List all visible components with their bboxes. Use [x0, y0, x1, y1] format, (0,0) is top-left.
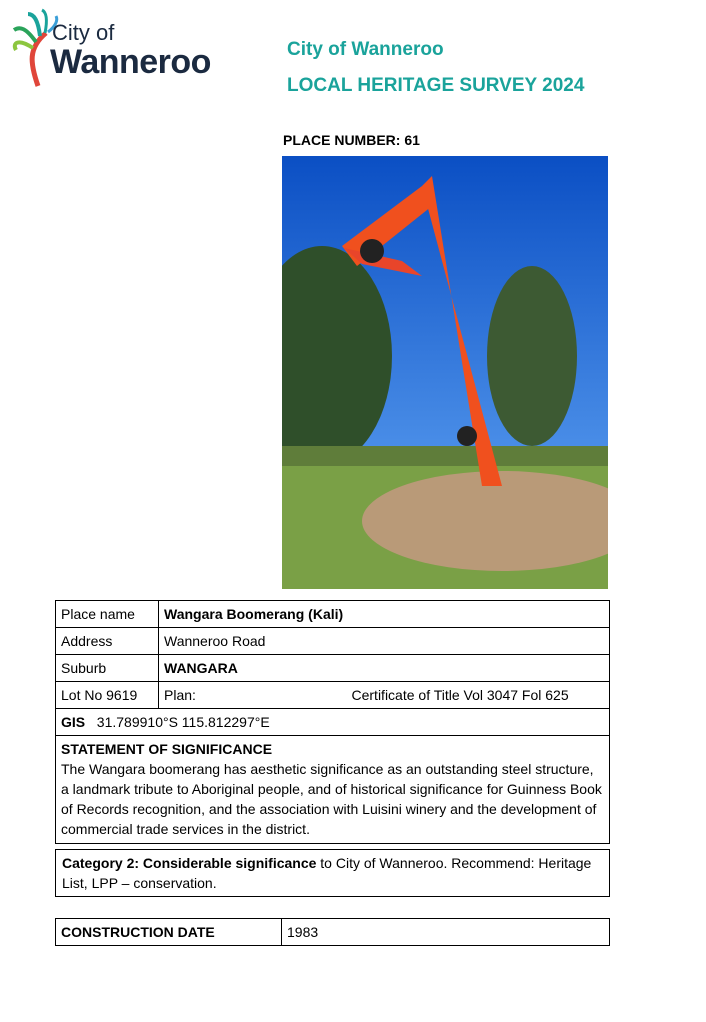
significance-text: The Wangara boomerang has aesthetic significance as an outstanding steel structure, a landmark tribute to Aboriginal people, and of historical significance for Guinness Book of Records recognition, and the association with Luisini winery and the development of commercial trade services in the district.: [61, 761, 602, 837]
place-name: Wangara Boomerang (Kali): [159, 601, 610, 628]
category-text: to City of Wanneroo. Recommend: Heritage List, LPP – conservation.: [62, 855, 592, 891]
place-name-label: Place name: [56, 601, 159, 628]
place-details-table: [55, 600, 610, 844]
construction-table: [55, 918, 610, 946]
document-title: City of Wanneroo: [287, 39, 444, 60]
suburb: WANGARA: [159, 655, 610, 682]
construction-date: 1983: [282, 919, 610, 946]
address-label: Address: [56, 628, 159, 655]
logo-city-of: City of: [52, 20, 115, 45]
category-label: Category 2: Considerable significance: [62, 855, 317, 871]
place-number: PLACE NUMBER: 61: [283, 132, 420, 148]
lot-number: Lot No 9619: [56, 682, 159, 709]
document-subtitle: LOCAL HERITAGE SURVEY 2024: [287, 75, 585, 96]
significance-heading: STATEMENT OF SIGNIFICANCE: [61, 741, 273, 757]
category-box: [55, 849, 610, 897]
logo-wanneroo: Wanneroo: [50, 43, 211, 81]
certificate-of-title: Certificate of Title Vol 3047 Fol 625: [351, 687, 569, 703]
construction-date-label: CONSTRUCTION DATE: [56, 919, 282, 946]
address: Wanneroo Road: [159, 628, 610, 655]
plan: Plan:: [164, 687, 196, 703]
suburb-label: Suburb: [56, 655, 159, 682]
gis-coordinates: 31.789910°S 115.812297°E: [96, 714, 270, 730]
boomerang-photo: [282, 156, 608, 589]
gis-label: GIS: [61, 714, 86, 730]
